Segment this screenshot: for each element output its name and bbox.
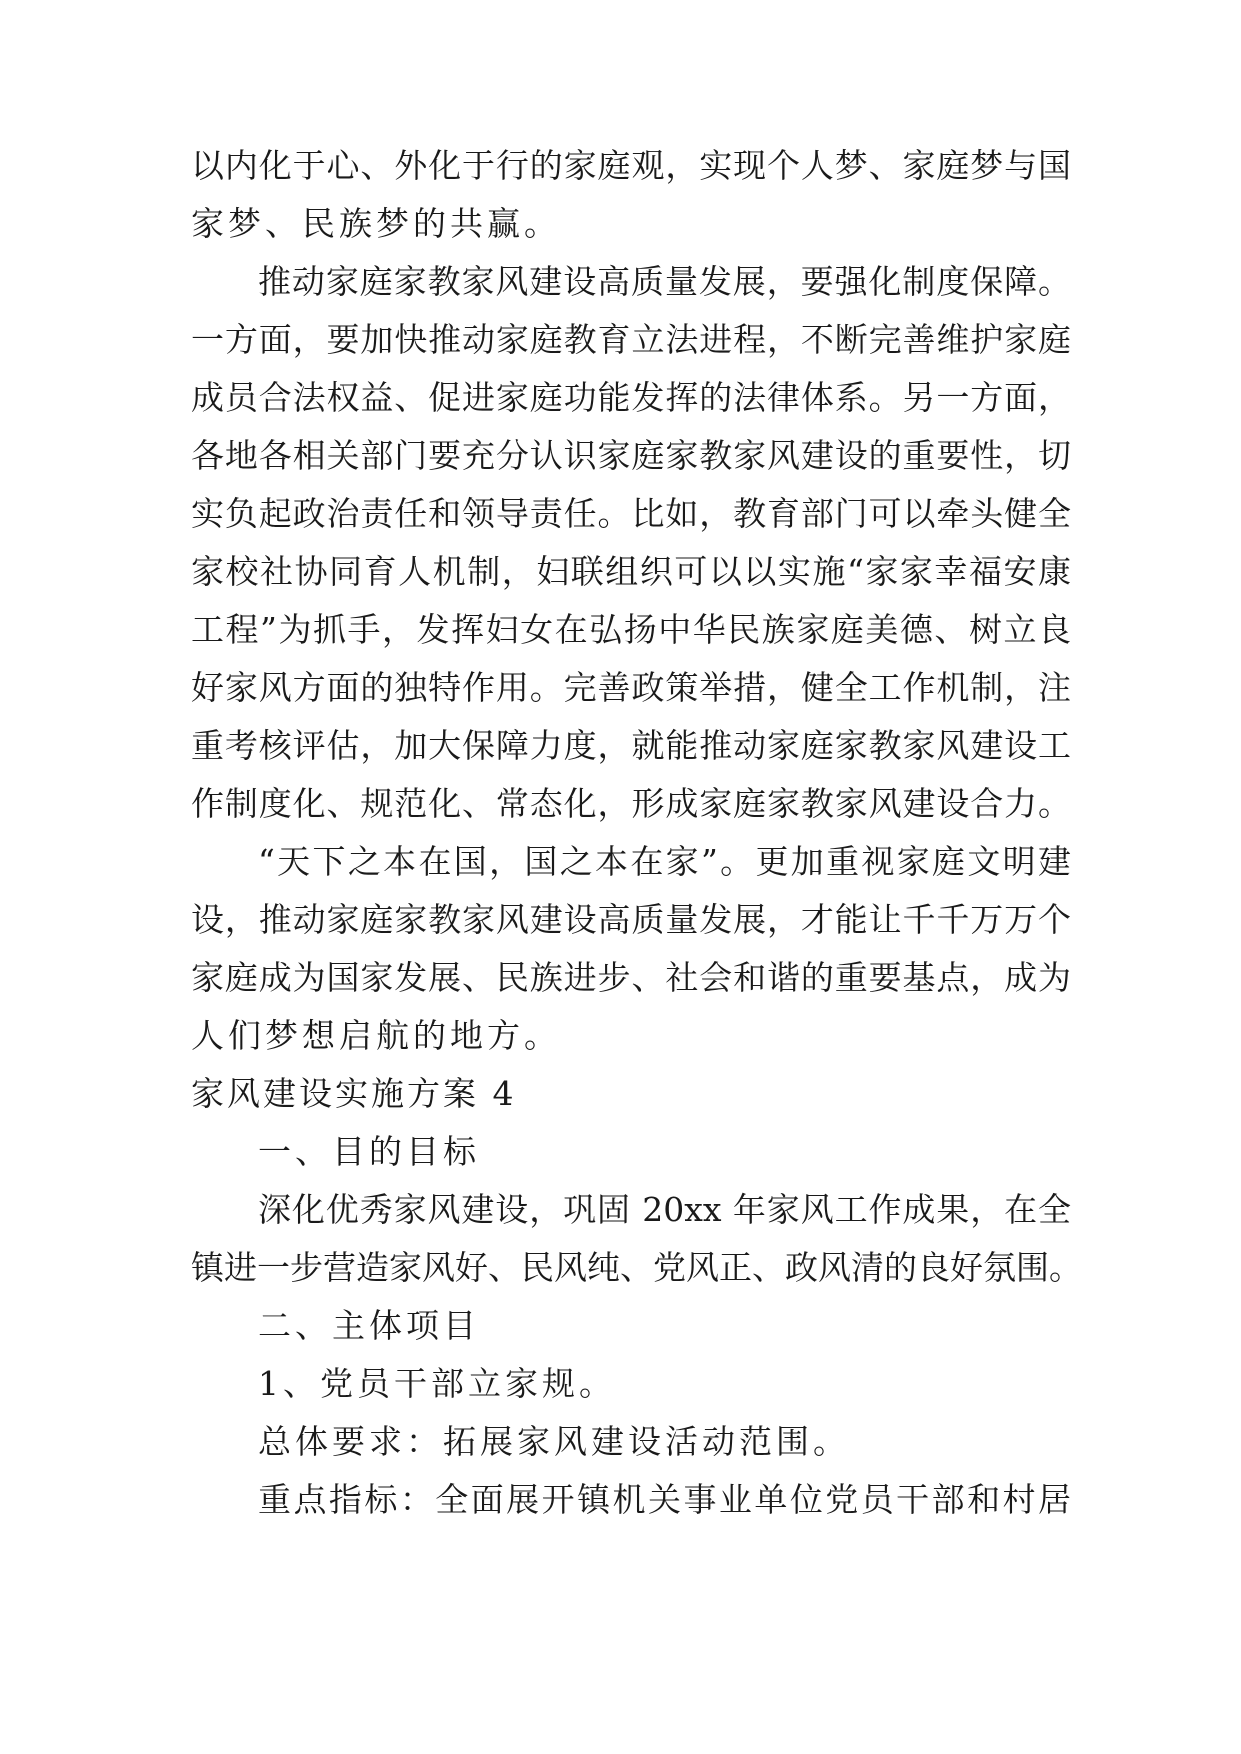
text-line: 家校社协同育人机制，妇联组织可以以实施“家家幸福安康 <box>191 552 1071 591</box>
text-line: 家庭成为国家发展、民族进步、社会和谐的重要基点，成为 <box>191 958 1071 997</box>
text-line: 镇进一步营造家风好、民风纯、党风正、政风清的良好氛围。 <box>191 1248 1082 1287</box>
text-line: 各地各相关部门要充分认识家庭家教家风建设的重要性，切 <box>191 436 1071 475</box>
text-line: 重考核评估，加大保障力度，就能推动家庭家教家风建设工 <box>191 726 1071 765</box>
text-line: 重点指标：全面展开镇机关事业单位党员干部和村居 <box>258 1480 1071 1519</box>
text-line: 实负起政治责任和领导责任。比如，教育部门可以牵头健全 <box>191 494 1071 533</box>
subsection-heading: 二、主体项目 <box>258 1306 480 1345</box>
text-line: 好家风方面的独特作用。完善政策举措，健全工作机制，注 <box>191 668 1071 707</box>
section-heading: 家风建设实施方案 4 <box>191 1074 517 1113</box>
text-line: 成员合法权益、促进家庭功能发挥的法律体系。另一方面， <box>191 378 1071 417</box>
text-line: 人们梦想启航的地方。 <box>191 1016 561 1055</box>
text-line: 以内化于心、外化于行的家庭观，实现个人梦、家庭梦与国 <box>191 146 1071 185</box>
text-line: 作制度化、规范化、常态化，形成家庭家教家风建设合力。 <box>191 784 1071 823</box>
text-line: 深化优秀家风建设，巩固 20xx 年家风工作成果，在全 <box>258 1190 1071 1229</box>
text-line: 设，推动家庭家教家风建设高质量发展，才能让千千万万个 <box>191 900 1071 939</box>
text-line: 家梦、民族梦的共赢。 <box>191 204 561 243</box>
text-line: “天下之本在国，国之本在家”。更加重视家庭文明建 <box>258 842 1071 881</box>
text-line: 工程”为抓手，发挥妇女在弘扬中华民族家庭美德、树立良 <box>191 610 1071 649</box>
list-item: 1、党员干部立家规。 <box>258 1364 616 1403</box>
text-line: 总体要求：拓展家风建设活动范围。 <box>258 1422 850 1461</box>
subsection-heading: 一、目的目标 <box>258 1132 480 1171</box>
text-line: 一方面，要加快推动家庭教育立法进程，不断完善维护家庭 <box>191 320 1071 359</box>
text-line: 推动家庭家教家风建设高质量发展，要强化制度保障。 <box>258 262 1071 301</box>
